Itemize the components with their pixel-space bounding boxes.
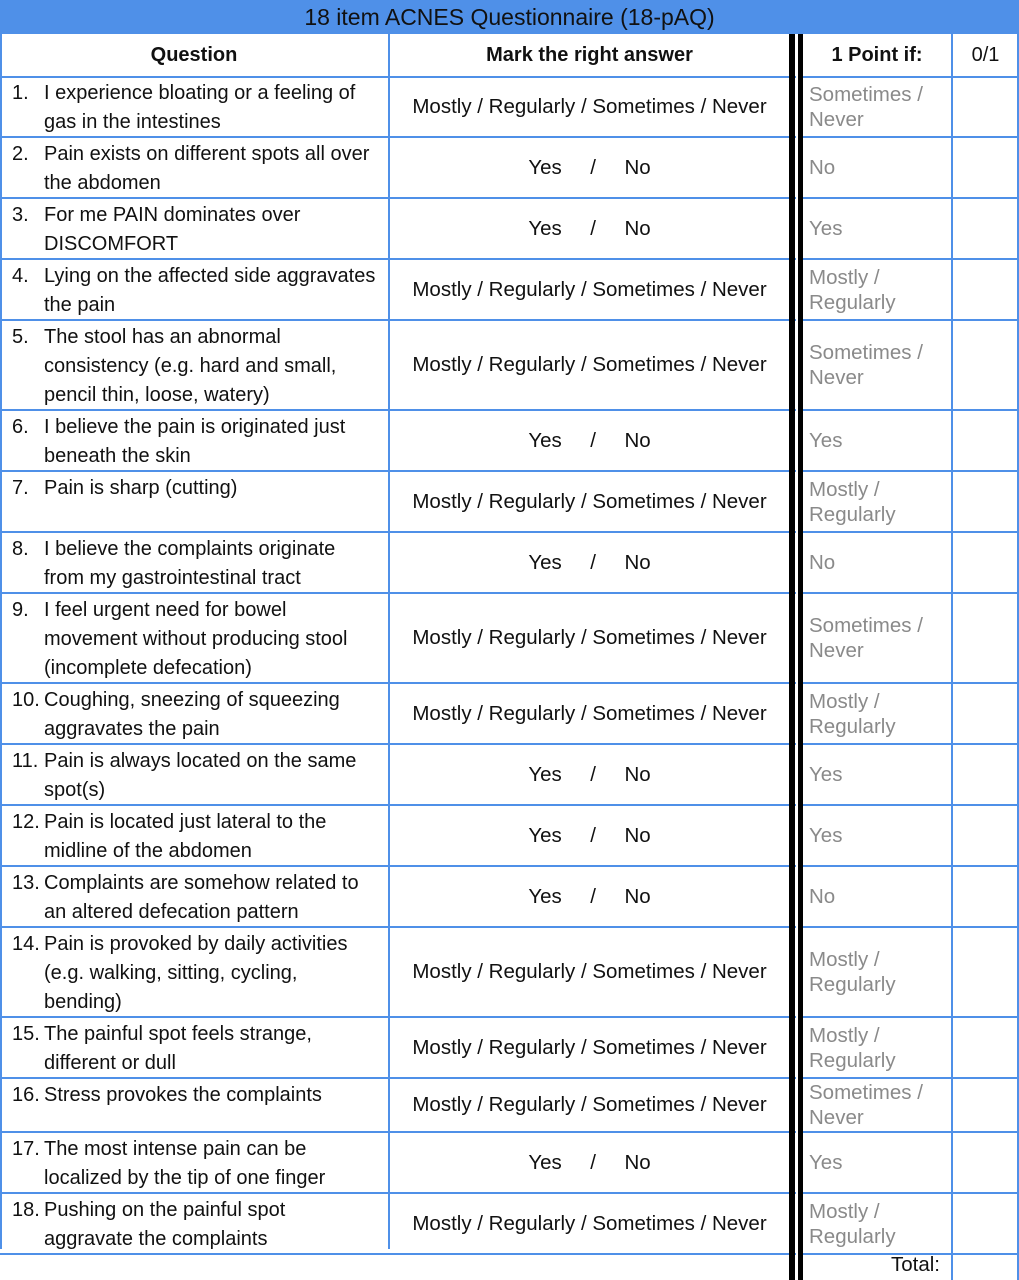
point-condition: Mostly / Regularly xyxy=(809,477,896,526)
score-input-cell[interactable] xyxy=(952,533,1019,592)
answer-options[interactable]: Yes / No xyxy=(528,823,651,847)
question-number: 13. xyxy=(12,872,40,894)
answer-options[interactable]: Mostly / Regularly / Sometimes / Never xyxy=(412,489,767,513)
score-input-cell[interactable] xyxy=(952,594,1019,682)
point-condition: Sometimes / Never xyxy=(809,614,923,662)
point-condition: Mostly / Regularly xyxy=(809,689,896,738)
question-cell xyxy=(0,472,388,531)
question-text: Complaints are somehow related to an altered defecation pattern xyxy=(44,872,359,923)
answer-options[interactable]: Mostly / Regularly / Sometimes / Never xyxy=(412,1093,767,1116)
score-input-cell[interactable] xyxy=(952,928,1019,1016)
question-number: 6. xyxy=(12,416,29,438)
answer-options[interactable]: Mostly / Regularly / Sometimes / Never xyxy=(412,353,767,376)
question-row xyxy=(0,77,1019,138)
question-cell xyxy=(0,1018,388,1077)
score-input-cell[interactable] xyxy=(952,472,1019,531)
question-text: I believe the complaints originate from my gastrointestinal tract xyxy=(44,538,336,589)
question-number: 18. xyxy=(12,1199,40,1221)
question-row xyxy=(0,806,1019,867)
point-condition: Sometimes / Never xyxy=(809,82,923,131)
answer-options[interactable]: Yes / No xyxy=(528,1150,651,1174)
question-cell xyxy=(0,1194,388,1253)
question-column-header: Question xyxy=(150,44,238,66)
question-row xyxy=(0,1133,1019,1194)
answer-options[interactable]: Mostly / Regularly / Sometimes / Never xyxy=(412,626,767,649)
answer-options[interactable]: Mostly / Regularly / Sometimes / Never xyxy=(412,960,767,983)
question-text: Pain is located just lateral to the midline of the abdomen xyxy=(44,811,327,862)
score-input-cell[interactable] xyxy=(952,138,1019,197)
score-input-cell[interactable] xyxy=(952,199,1019,258)
question-cell xyxy=(0,321,388,409)
point-condition: Yes xyxy=(809,1151,843,1174)
question-cell xyxy=(0,867,388,926)
question-number: 7. xyxy=(12,477,29,499)
questionnaire-title: 18 item ACNES Questionnaire (18-pAQ) xyxy=(0,0,1019,34)
answer-options[interactable]: Yes / No xyxy=(528,216,651,240)
question-row xyxy=(0,684,1019,745)
question-text: The most intense pain can be localized by the tip of one finger xyxy=(44,1138,326,1189)
question-text: Pain is provoked by daily activities (e.g. walking, sitting, cycling, bending) xyxy=(44,933,348,1013)
question-row xyxy=(0,533,1019,594)
point-condition: No xyxy=(809,551,836,574)
question-cell xyxy=(0,594,388,682)
point-condition: Yes xyxy=(809,217,843,240)
score-input-cell[interactable] xyxy=(952,1079,1019,1131)
answer-options[interactable]: Yes / No xyxy=(528,762,651,786)
question-row xyxy=(0,411,1019,472)
answer-options[interactable]: Mostly / Regularly / Sometimes / Never xyxy=(412,277,767,301)
question-number: 4. xyxy=(12,265,29,287)
question-number: 2. xyxy=(12,143,29,165)
question-cell xyxy=(0,199,388,258)
question-text: The stool has an abnormal consistency (e.g. hard and small, pencil thin, loose, watery) xyxy=(44,326,337,406)
score-column-header: 0/1 xyxy=(971,44,1000,66)
column-divider xyxy=(388,34,390,1249)
question-cell xyxy=(0,260,388,319)
point-condition: Yes xyxy=(809,429,843,452)
point-condition: Mostly / Regularly xyxy=(809,1199,896,1248)
question-text: Pain is always located on the same spot(s) xyxy=(44,750,357,801)
question-row xyxy=(0,745,1019,806)
point-condition: Sometimes / Never xyxy=(809,1081,923,1129)
question-cell xyxy=(0,1079,388,1131)
question-row xyxy=(0,867,1019,928)
answer-options[interactable]: Yes / No xyxy=(528,884,651,908)
question-cell xyxy=(0,77,388,136)
total-score-cell[interactable] xyxy=(952,1249,1017,1280)
question-text: Pain exists on different spots all over the abdomen xyxy=(44,143,370,194)
point-condition: No xyxy=(809,156,836,179)
score-input-cell[interactable] xyxy=(952,411,1019,470)
column-divider xyxy=(951,34,953,1280)
point-condition: Sometimes / Never xyxy=(809,341,923,389)
score-input-cell[interactable] xyxy=(952,321,1019,409)
answer-options[interactable]: Mostly / Regularly / Sometimes / Never xyxy=(412,1211,767,1235)
point-condition: Mostly / Regularly xyxy=(809,1023,896,1072)
question-text: Lying on the affected side aggravates the pain xyxy=(44,265,376,316)
point-condition: Yes xyxy=(809,824,843,847)
question-row xyxy=(0,928,1019,1018)
question-number: 17. xyxy=(12,1138,40,1160)
question-text: Stress provokes the complaints xyxy=(44,1084,322,1106)
question-row xyxy=(0,1018,1019,1079)
question-row xyxy=(0,138,1019,199)
question-cell xyxy=(0,1133,388,1192)
question-text: Pushing on the painful spot aggravate the complaints xyxy=(44,1199,286,1250)
question-number: 8. xyxy=(12,538,29,560)
question-cell xyxy=(0,745,388,804)
score-input-cell[interactable] xyxy=(952,684,1019,743)
question-cell xyxy=(0,411,388,470)
question-number: 5. xyxy=(12,326,29,348)
question-row xyxy=(0,594,1019,684)
table-left-border xyxy=(0,34,2,1249)
question-number: 1. xyxy=(12,82,29,104)
question-cell xyxy=(0,806,388,865)
total-label: Total: xyxy=(891,1253,940,1276)
answer-options[interactable]: Yes / No xyxy=(528,155,651,179)
question-row xyxy=(0,260,1019,321)
score-input-cell[interactable] xyxy=(952,1194,1019,1253)
point-condition: Mostly / Regularly xyxy=(809,265,896,314)
answer-options[interactable]: Mostly / Regularly / Sometimes / Never xyxy=(412,94,767,118)
answer-options[interactable]: Mostly / Regularly / Sometimes / Never xyxy=(412,701,767,725)
question-cell xyxy=(0,533,388,592)
question-text: For me PAIN dominates over DISCOMFORT xyxy=(44,204,301,255)
question-number: 11. xyxy=(12,750,39,772)
question-cell xyxy=(0,138,388,197)
question-text: I experience bloating or a feeling of gas in the intestines xyxy=(44,82,356,133)
question-row xyxy=(0,199,1019,260)
point-column-header: 1 Point if: xyxy=(831,44,923,66)
score-input-cell[interactable] xyxy=(952,1018,1019,1077)
question-number: 3. xyxy=(12,204,29,226)
score-input-cell[interactable] xyxy=(952,1133,1019,1192)
heavy-divider xyxy=(789,34,803,1280)
question-text: I feel urgent need for bowel movement without producing stool (incomplete defecation) xyxy=(44,599,348,679)
header-row xyxy=(0,34,1019,78)
question-number: 14. xyxy=(12,933,40,955)
question-text: The painful spot feels strange, different or dull xyxy=(44,1023,312,1074)
question-row xyxy=(0,472,1019,533)
score-input-cell[interactable] xyxy=(952,806,1019,865)
question-number: 16. xyxy=(12,1084,40,1106)
question-row xyxy=(0,1194,1019,1255)
answer-options[interactable]: Mostly / Regularly / Sometimes / Never xyxy=(412,1035,767,1059)
score-input-cell[interactable] xyxy=(952,77,1019,136)
question-text: I believe the pain is originated just beneath the skin xyxy=(44,416,346,467)
question-number: 9. xyxy=(12,599,29,621)
point-condition: Yes xyxy=(809,763,843,786)
score-input-cell[interactable] xyxy=(952,867,1019,926)
answer-column-header: Mark the right answer xyxy=(486,44,693,66)
question-text: Pain is sharp (cutting) xyxy=(44,477,238,499)
answer-options[interactable]: Yes / No xyxy=(528,428,651,452)
point-condition: Mostly / Regularly xyxy=(809,948,896,996)
question-cell xyxy=(0,684,388,743)
question-row xyxy=(0,321,1019,411)
point-condition: No xyxy=(809,885,836,908)
question-number: 15. xyxy=(12,1023,40,1045)
question-text: Coughing, sneezing of squeezing aggravates the pain xyxy=(44,689,340,740)
question-row xyxy=(0,1079,1019,1133)
question-number: 10. xyxy=(12,689,40,711)
answer-options[interactable]: Yes / No xyxy=(528,550,651,574)
score-input-cell[interactable] xyxy=(952,260,1019,319)
question-cell xyxy=(0,928,388,1016)
score-input-cell[interactable] xyxy=(952,745,1019,804)
question-number: 12. xyxy=(12,811,40,833)
